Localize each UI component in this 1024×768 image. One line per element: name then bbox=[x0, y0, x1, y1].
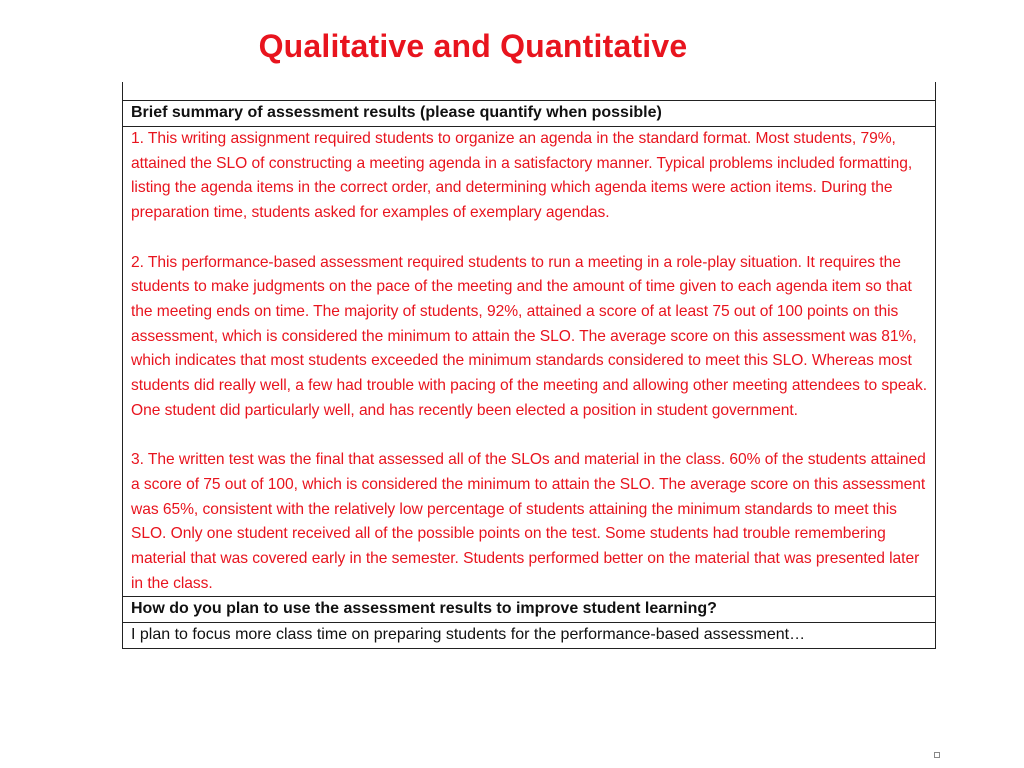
plan-header: How do you plan to use the assessment results to improve student learning? bbox=[123, 597, 935, 623]
summary-paragraph-3: 3. The written test was the final that assessed all of the SLOs and material in the class. 60% of the students attained a score of 75 out of 100, which is considered the minimum to attain the SLO. The average score on this assessment was 65%, consistent with the relatively low percentage of students attaining the minimum standards to meet this SLO. Only one student received all of the possible points on the test. Some students had trouble remembering material that was covered early in the semester. Students performed better on the material that was presented later in the class. bbox=[131, 451, 926, 592]
plan-answer: I plan to focus more class time on preparing students for the performance-based assessment… bbox=[123, 623, 935, 649]
summary-header: Brief summary of assessment results (please quantify when possible) bbox=[123, 101, 935, 127]
summary-body bbox=[123, 127, 935, 597]
summary-paragraph-2: 2. This performance-based assessment required students to run a meeting in a role-play situation. It requires the students to make judgments on the pace of the meeting and the amount of time given to each agenda item so that the meeting ends on time. The majority of students, 92%, attained a score of at least 75 out of 100 points on this assessment, which is considered the minimum to attain the SLO. The average score on this assessment was 81%, which indicates that most students exceeded the minimum standards considered to meet this SLO. Whereas most students did really well, a few had trouble with pacing of the meeting and allowing other meeting attendees to speak. One student did particularly well, and has recently been elected a position in student government. bbox=[131, 253, 927, 419]
assessment-table bbox=[122, 82, 936, 649]
summary-paragraph-1: 1. This writing assignment required students to organize an agenda in the standard format. Most students, 79%, attained the SLO of constructing a meeting agenda in a satisfactory manner. Typical problems included formatting, listing the agenda items in the correct order, and determining which agenda items were action items. During the preparation time, students asked for examples of exemplary agendas. bbox=[131, 130, 913, 222]
table-top-row bbox=[123, 82, 935, 101]
slide-title: Qualitative and Quantitative bbox=[258, 28, 688, 64]
slide-corner-marker bbox=[934, 752, 940, 758]
